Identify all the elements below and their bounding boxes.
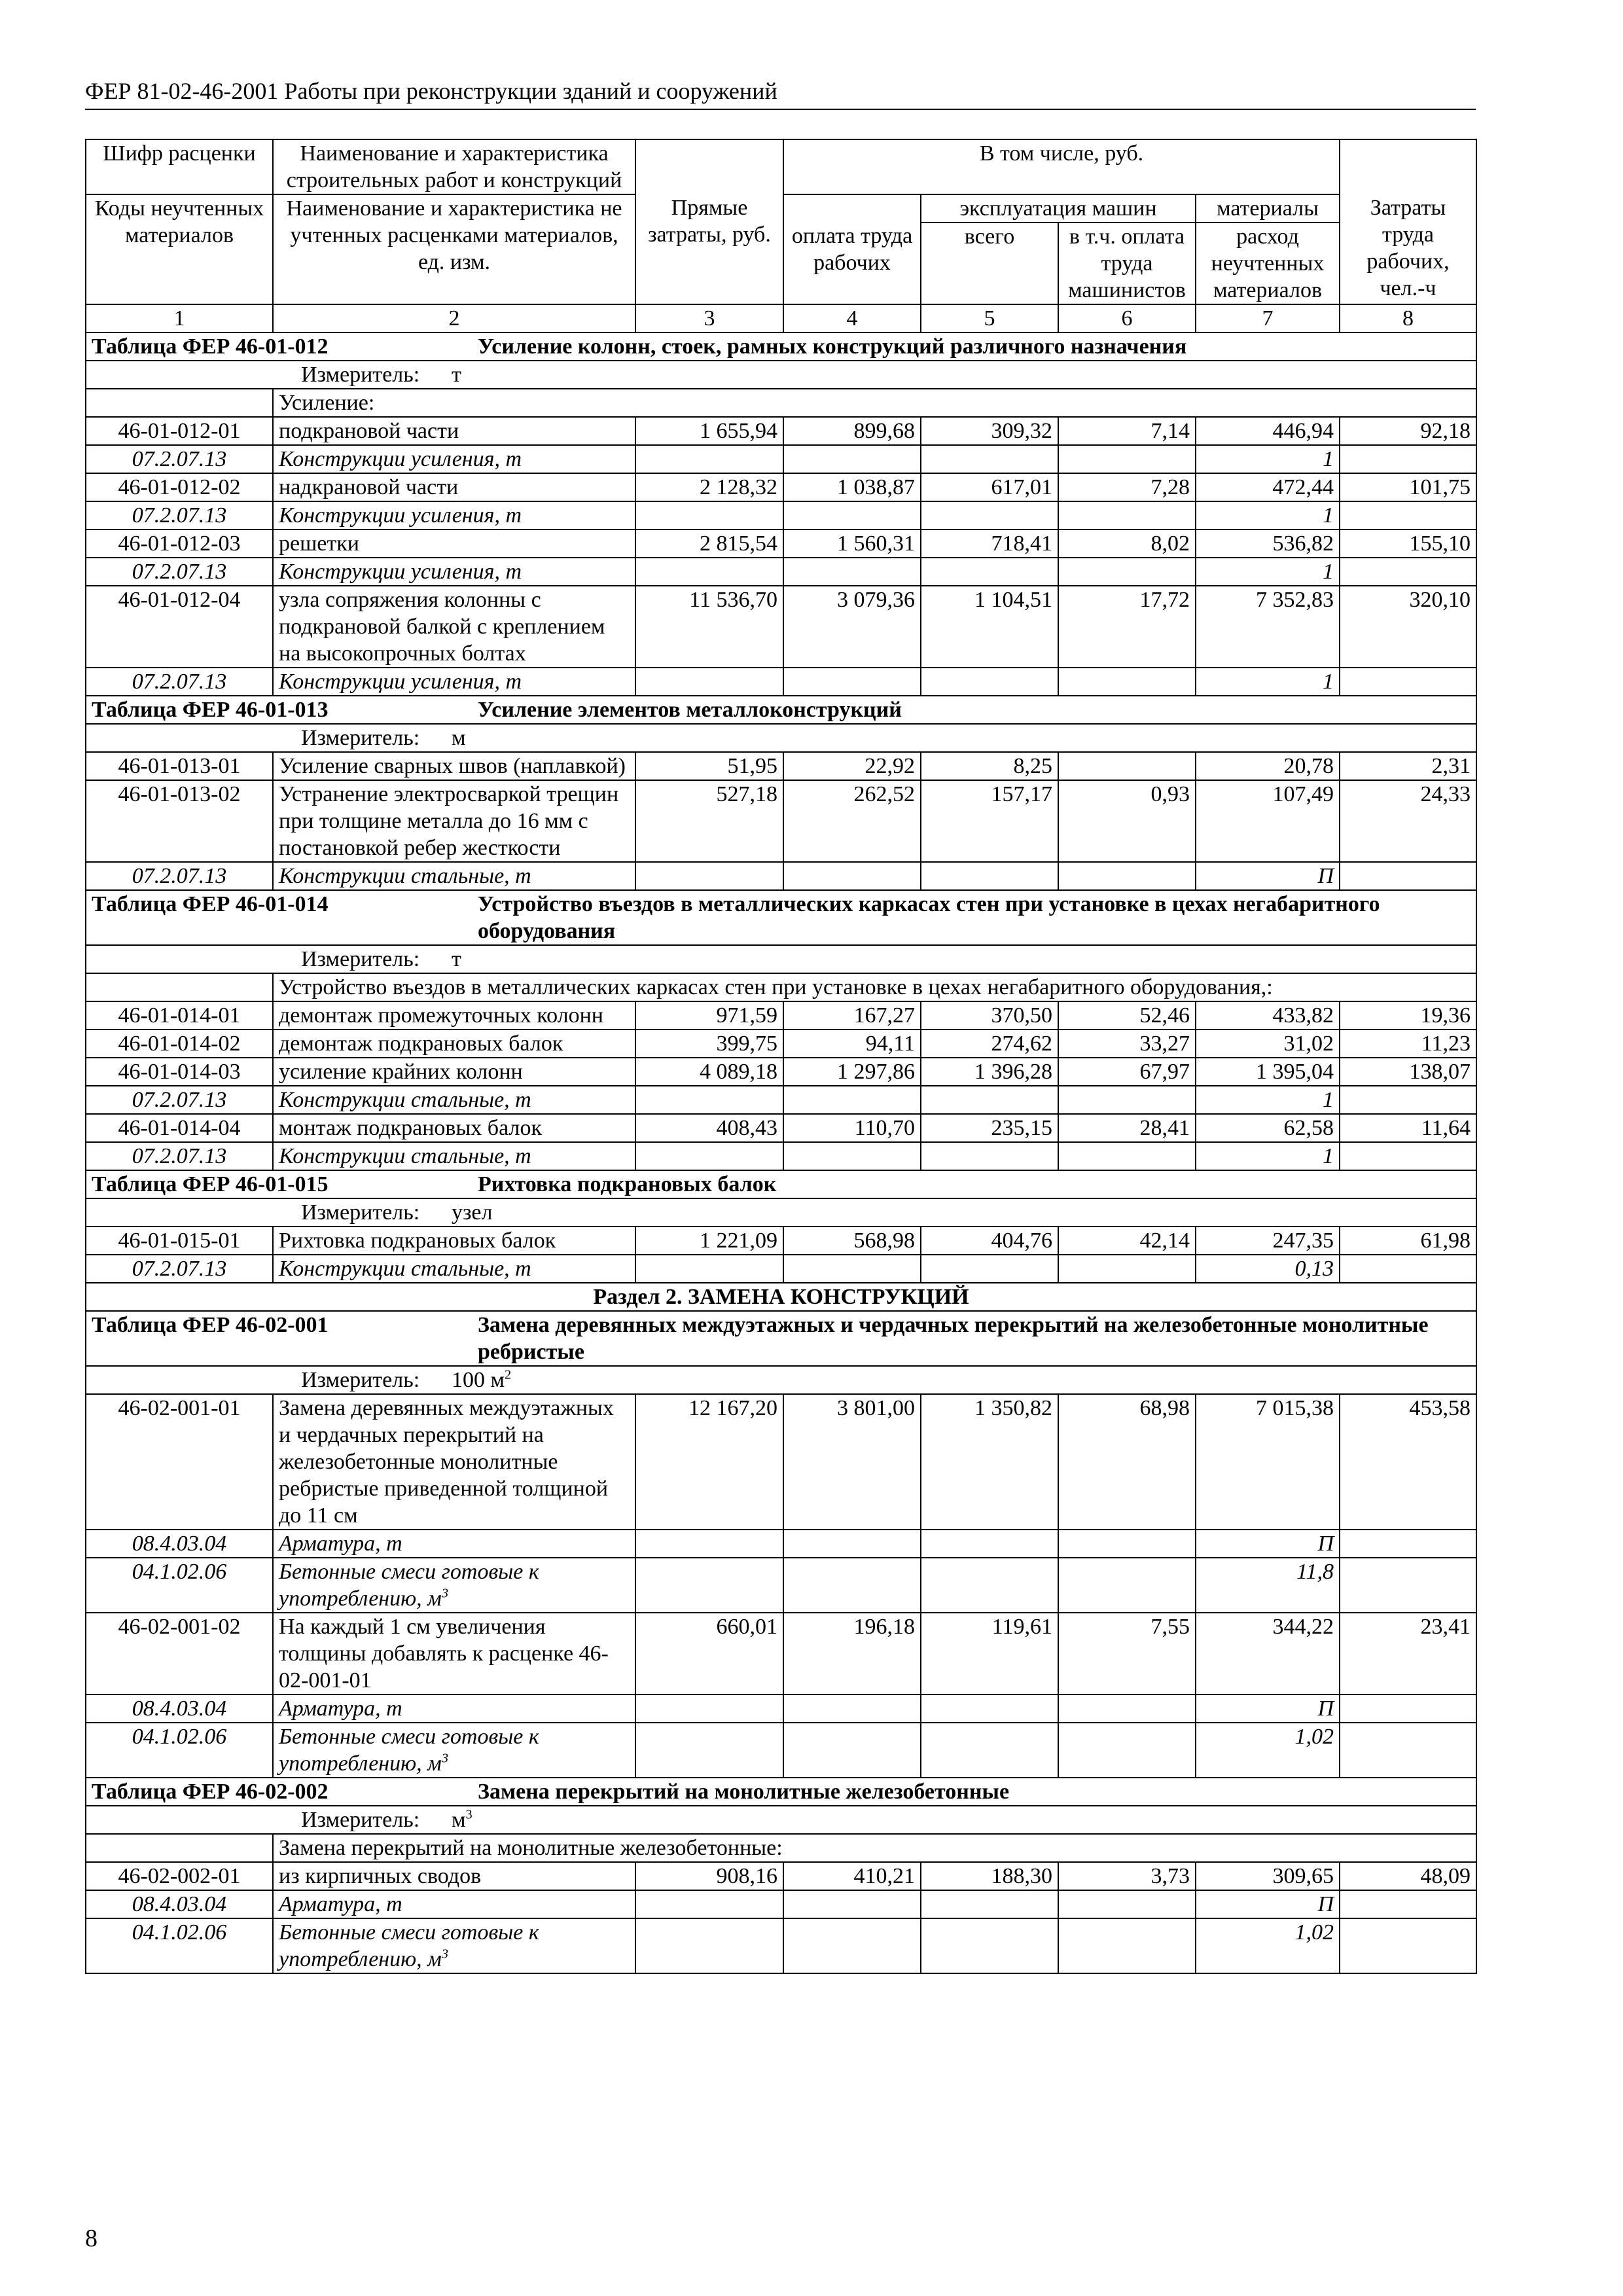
material-row: [86, 1530, 1476, 1558]
group-title: Устройство въездов в металлических каркасах стен при установке в цехах негабаритного оборудования,:: [273, 973, 1476, 1001]
col-wage-header-top: [783, 194, 921, 223]
wage: 196,18: [783, 1613, 921, 1695]
direct-cost: 2 128,32: [635, 473, 783, 501]
material-name: Конструкции стальные, т: [273, 1142, 635, 1170]
material-name: Конструкции усиления, т: [273, 558, 635, 586]
machines-total: 157,17: [921, 780, 1058, 862]
measure-unit: узел: [452, 1200, 493, 1225]
labor: 155,10: [1340, 529, 1476, 558]
machines-total: 1 350,82: [921, 1394, 1058, 1530]
rate-name: узла сопряжения колонны с подкрановой балкой с креплением на высокопрочных болтах: [273, 586, 635, 668]
machinists-wage: 67,97: [1058, 1058, 1196, 1086]
table-row: [86, 752, 1476, 780]
material-code: 08.4.03.04: [86, 1890, 273, 1918]
direct-cost: 51,95: [635, 752, 783, 780]
col-number: 1: [86, 304, 273, 332]
group-row: [86, 1834, 1476, 1862]
col-direct-cost-header-top: [635, 139, 783, 194]
materials: 247,35: [1196, 1227, 1340, 1255]
wage: 94,11: [783, 1030, 921, 1058]
rate-code: 46-01-012-04: [86, 586, 273, 668]
group-title: Усиление:: [273, 389, 1476, 417]
col-materials-header: материалы: [1196, 194, 1340, 223]
machinists-wage: 17,72: [1058, 586, 1196, 668]
labor: 11,64: [1340, 1114, 1476, 1142]
materials: 107,49: [1196, 780, 1340, 862]
direct-cost: 660,01: [635, 1613, 783, 1695]
col-number: 3: [635, 304, 783, 332]
material-row: [86, 668, 1476, 696]
col-code-header: Шифр расценки: [86, 139, 273, 194]
table-row: [86, 1613, 1476, 1695]
material-name: Бетонные смеси готовые к употреблению, м: [279, 1920, 539, 1971]
material-name: Арматура, т: [273, 1695, 635, 1723]
table-row: [86, 473, 1476, 501]
rate-code: 46-01-014-02: [86, 1030, 273, 1058]
direct-cost: 908,16: [635, 1862, 783, 1890]
material-consumption: П: [1196, 1695, 1340, 1723]
direct-cost: 399,75: [635, 1030, 783, 1058]
col-including-header: В том числе, руб.: [783, 139, 1340, 194]
unit-power: 3: [441, 1586, 449, 1601]
rate-name: подкрановой части: [273, 417, 635, 445]
material-row: [86, 1142, 1476, 1170]
wage: 410,21: [783, 1862, 921, 1890]
material-name: Конструкции стальные, т: [273, 862, 635, 890]
measure-row: [86, 724, 1476, 752]
labor: 453,58: [1340, 1394, 1476, 1530]
rate-code: 46-01-012-02: [86, 473, 273, 501]
measure-row: [86, 1806, 1476, 1834]
table-title-row: [86, 332, 1476, 361]
measure-unit: м: [452, 1808, 466, 1832]
table-number: Таблица ФЕР 46-01-013: [92, 698, 329, 722]
col-number: 5: [921, 304, 1058, 332]
rate-name: демонтаж промежуточных колонн: [273, 1001, 635, 1030]
table-row: [86, 586, 1476, 668]
rate-code: 46-01-013-01: [86, 752, 273, 780]
table-row: [86, 780, 1476, 862]
material-name: Конструкции усиления, т: [273, 668, 635, 696]
document-header: ФЕР 81-02-46-2001 Работы при реконструкции зданий и сооружений: [85, 77, 1476, 110]
measure-label: Измеритель:: [301, 1200, 420, 1225]
material-code: 08.4.03.04: [86, 1530, 273, 1558]
col-direct-cost-header: Прямые затраты, руб.: [635, 194, 783, 304]
rate-code: 46-02-002-01: [86, 1862, 273, 1890]
direct-cost: 1 655,94: [635, 417, 783, 445]
machinists-wage: 68,98: [1058, 1394, 1196, 1530]
col-machines-total-header: всего: [921, 223, 1058, 304]
labor: 23,41: [1340, 1613, 1476, 1695]
table-number: Таблица ФЕР 46-01-015: [92, 1172, 329, 1196]
wage: 167,27: [783, 1001, 921, 1030]
col-labor-header-top: [1340, 139, 1476, 194]
table-row: [86, 529, 1476, 558]
table-number: Таблица ФЕР 46-02-001: [92, 1313, 329, 1337]
col-machinists-header: в т.ч. оплата труда машинистов: [1058, 223, 1196, 304]
material-name: Конструкции стальные, т: [273, 1086, 635, 1114]
measure-unit-power: 2: [505, 1367, 512, 1382]
machines-total: 274,62: [921, 1030, 1058, 1058]
group-title: Замена перекрытий на монолитные железобетонные:: [273, 1834, 1476, 1862]
measure-unit: 100 м: [452, 1368, 505, 1392]
material-row: [86, 862, 1476, 890]
column-numbers-row: [86, 304, 1476, 332]
machines-total: 188,30: [921, 1862, 1058, 1890]
rate-name: Устранение электросваркой трещин при толщине металла до 16 мм с постановкой ребер жесткости: [273, 780, 635, 862]
material-row: [86, 501, 1476, 529]
measure-label: Измеритель:: [301, 363, 420, 387]
rate-name: монтаж подкрановых балок: [273, 1114, 635, 1142]
rate-code: 46-01-012-03: [86, 529, 273, 558]
material-consumption: П: [1196, 1530, 1340, 1558]
material-code: 07.2.07.13: [86, 445, 273, 473]
direct-cost: 11 536,70: [635, 586, 783, 668]
machinists-wage: 7,14: [1058, 417, 1196, 445]
machinists-wage: 42,14: [1058, 1227, 1196, 1255]
col-name-header: Наименование и характеристика строительных работ и конструкций: [273, 139, 635, 194]
rate-code: 46-01-014-04: [86, 1114, 273, 1142]
measure-unit: м: [452, 726, 466, 750]
header-row-2: [86, 194, 1476, 223]
table-row: [86, 1030, 1476, 1058]
material-code: 07.2.07.13: [86, 1142, 273, 1170]
col-number: 4: [783, 304, 921, 332]
rate-name: надкрановой части: [273, 473, 635, 501]
materials: 7 015,38: [1196, 1394, 1340, 1530]
material-row: [86, 558, 1476, 586]
direct-cost: 971,59: [635, 1001, 783, 1030]
material-consumption: 1,02: [1196, 1918, 1340, 1973]
measure-unit-power: 3: [465, 1807, 473, 1822]
machines-total: 370,50: [921, 1001, 1058, 1030]
material-consumption: 0,13: [1196, 1255, 1340, 1283]
machinists-wage: 52,46: [1058, 1001, 1196, 1030]
rate-code: 46-02-001-01: [86, 1394, 273, 1530]
measure-label: Измеритель:: [301, 947, 420, 971]
measure-unit: т: [452, 947, 461, 971]
machines-total: 404,76: [921, 1227, 1058, 1255]
machines-total: 617,01: [921, 473, 1058, 501]
direct-cost: 12 167,20: [635, 1394, 783, 1530]
col-material-codes-header: Коды неучтенных материалов: [86, 194, 273, 304]
table-title-row: [86, 1311, 1476, 1366]
material-consumption: 1,02: [1196, 1723, 1340, 1778]
material-name: Конструкции усиления, т: [273, 501, 635, 529]
material-code: 07.2.07.13: [86, 501, 273, 529]
machinists-wage: 3,73: [1058, 1862, 1196, 1890]
material-name: Конструкции стальные, т: [273, 1255, 635, 1283]
machines-total: 718,41: [921, 529, 1058, 558]
table-title: Замена деревянных междуэтажных и чердачных перекрытий на железобетонные монолитные ребристые: [478, 1313, 1429, 1364]
col-number: 8: [1340, 304, 1476, 332]
material-row: [86, 1918, 1476, 1973]
machines-total: 235,15: [921, 1114, 1058, 1142]
material-row: [86, 1695, 1476, 1723]
col-material-consumption-header: расход неучтенных материалов: [1196, 223, 1340, 304]
table-row: [86, 1394, 1476, 1530]
material-code: 04.1.02.06: [86, 1723, 273, 1778]
material-consumption: 1: [1196, 668, 1340, 696]
materials: 20,78: [1196, 752, 1340, 780]
col-material-names-header: Наименование и характеристика не учтенных расценками материалов, ед. изм.: [273, 194, 635, 304]
machinists-wage: 7,55: [1058, 1613, 1196, 1695]
measure-unit: т: [452, 363, 461, 387]
material-code: 07.2.07.13: [86, 1255, 273, 1283]
wage: 262,52: [783, 780, 921, 862]
material-code: 08.4.03.04: [86, 1695, 273, 1723]
materials: 446,94: [1196, 417, 1340, 445]
direct-cost: 4 089,18: [635, 1058, 783, 1086]
section-title-row: [86, 1283, 1476, 1311]
unit-power: 3: [441, 1946, 449, 1962]
machines-total: 119,61: [921, 1613, 1058, 1695]
material-name: Арматура, т: [273, 1890, 635, 1918]
material-consumption: П: [1196, 1890, 1340, 1918]
material-name: Конструкции усиления, т: [273, 445, 635, 473]
labor: 24,33: [1340, 780, 1476, 862]
col-number: 6: [1058, 304, 1196, 332]
labor: 61,98: [1340, 1227, 1476, 1255]
measure-row: [86, 1366, 1476, 1394]
wage: 22,92: [783, 752, 921, 780]
col-wage-header: оплата труда рабочих: [783, 223, 921, 304]
section-title: Раздел 2. ЗАМЕНА КОНСТРУКЦИЙ: [86, 1283, 1476, 1311]
machinists-wage: 7,28: [1058, 473, 1196, 501]
direct-cost: 2 815,54: [635, 529, 783, 558]
machines-total: 1 396,28: [921, 1058, 1058, 1086]
material-row: [86, 1086, 1476, 1114]
materials: 536,82: [1196, 529, 1340, 558]
rate-code: 46-01-012-01: [86, 417, 273, 445]
table-row: [86, 417, 1476, 445]
col-number: 2: [273, 304, 635, 332]
wage: 899,68: [783, 417, 921, 445]
rate-name: из кирпичных сводов: [273, 1862, 635, 1890]
material-consumption: 1: [1196, 445, 1340, 473]
table-title-row: [86, 1170, 1476, 1198]
rate-name: демонтаж подкрановых балок: [273, 1030, 635, 1058]
measure-row: [86, 361, 1476, 389]
material-consumption: 1: [1196, 501, 1340, 529]
table-title-row: [86, 696, 1476, 724]
rate-code: 46-01-014-01: [86, 1001, 273, 1030]
labor: 138,07: [1340, 1058, 1476, 1086]
measure-label: Измеритель:: [301, 726, 420, 750]
table-number: Таблица ФЕР 46-02-002: [92, 1780, 329, 1804]
material-row: [86, 445, 1476, 473]
measure-label: Измеритель:: [301, 1368, 420, 1392]
col-labor-header: Затраты труда рабочих, чел.-ч: [1340, 194, 1476, 304]
rate-name: Замена деревянных междуэтажных и чердачных перекрытий на железобетонные монолитные ребристые приведенной толщиной до 11 см: [273, 1394, 635, 1530]
group-row: [86, 973, 1476, 1001]
wage: 568,98: [783, 1227, 921, 1255]
wage: 1 297,86: [783, 1058, 921, 1086]
labor: 48,09: [1340, 1862, 1476, 1890]
material-name: Арматура, т: [273, 1530, 635, 1558]
machines-total: 8,25: [921, 752, 1058, 780]
machinists-wage: 28,41: [1058, 1114, 1196, 1142]
direct-cost: 408,43: [635, 1114, 783, 1142]
machinists-wage: 33,27: [1058, 1030, 1196, 1058]
wage: 3 801,00: [783, 1394, 921, 1530]
col-number: 7: [1196, 304, 1340, 332]
unit-power: 3: [441, 1751, 449, 1766]
materials: 309,65: [1196, 1862, 1340, 1890]
materials: 344,22: [1196, 1613, 1340, 1695]
labor: 320,10: [1340, 586, 1476, 668]
machinists-wage: 0,93: [1058, 780, 1196, 862]
rate-name: На каждый 1 см увеличения толщины добавлять к расценке 46-02-001-01: [273, 1613, 635, 1695]
table-title: Устройство въездов в металлических каркасах стен при установке в цехах негабаритного оборудования: [478, 892, 1380, 943]
material-code: 07.2.07.13: [86, 668, 273, 696]
labor: 101,75: [1340, 473, 1476, 501]
material-name: Бетонные смеси готовые к употреблению, м: [279, 1560, 539, 1611]
table-row: [86, 1001, 1476, 1030]
wage: 110,70: [783, 1114, 921, 1142]
materials: 1 395,04: [1196, 1058, 1340, 1086]
wage: 1 038,87: [783, 473, 921, 501]
rate-code: 46-01-013-02: [86, 780, 273, 862]
material-consumption: 11,8: [1196, 1558, 1340, 1613]
labor: 2,31: [1340, 752, 1476, 780]
labor: 11,23: [1340, 1030, 1476, 1058]
material-consumption: 1: [1196, 558, 1340, 586]
material-row: [86, 1890, 1476, 1918]
price-table: [85, 139, 1477, 1974]
table-row: [86, 1114, 1476, 1142]
material-consumption: 1: [1196, 1086, 1340, 1114]
group-row: [86, 389, 1476, 417]
measure-label: Измеритель:: [301, 1808, 420, 1832]
machinists-wage: [1058, 752, 1196, 780]
material-consumption: П: [1196, 862, 1340, 890]
rate-code: 46-02-001-02: [86, 1613, 273, 1695]
material-code: 04.1.02.06: [86, 1558, 273, 1613]
material-row: [86, 1558, 1476, 1613]
rate-name: решетки: [273, 529, 635, 558]
table-row: [86, 1058, 1476, 1086]
labor: 92,18: [1340, 417, 1476, 445]
rate-code: 46-01-015-01: [86, 1227, 273, 1255]
machinists-wage: 8,02: [1058, 529, 1196, 558]
material-code: 07.2.07.13: [86, 558, 273, 586]
materials: 472,44: [1196, 473, 1340, 501]
material-code: 04.1.02.06: [86, 1918, 273, 1973]
rate-name: усиление крайних колонн: [273, 1058, 635, 1086]
page-number: 8: [85, 2225, 98, 2252]
col-machines-header: эксплуатация машин: [921, 194, 1196, 223]
measure-row: [86, 945, 1476, 973]
materials: 7 352,83: [1196, 586, 1340, 668]
wage: 1 560,31: [783, 529, 921, 558]
table-row: [86, 1862, 1476, 1890]
material-name: Бетонные смеси готовые к употреблению, м: [279, 1725, 539, 1776]
table-title: Усиление колонн, стоек, рамных конструкций различного назначения: [478, 334, 1187, 359]
material-row: [86, 1723, 1476, 1778]
table-number: Таблица ФЕР 46-01-012: [92, 334, 329, 359]
machines-total: 309,32: [921, 417, 1058, 445]
table-title: Замена перекрытий на монолитные железобетонные: [478, 1780, 1010, 1804]
table-title: Рихтовка подкрановых балок: [478, 1172, 777, 1196]
direct-cost: 1 221,09: [635, 1227, 783, 1255]
rate-name: Усиление сварных швов (наплавкой): [273, 752, 635, 780]
materials: 433,82: [1196, 1001, 1340, 1030]
table-number: Таблица ФЕР 46-01-014: [92, 892, 329, 916]
measure-row: [86, 1198, 1476, 1227]
rate-name: Рихтовка подкрановых балок: [273, 1227, 635, 1255]
material-consumption: 1: [1196, 1142, 1340, 1170]
materials: 31,02: [1196, 1030, 1340, 1058]
table-title-row: [86, 890, 1476, 945]
table-title-row: [86, 1778, 1476, 1806]
table-title: Усиление элементов металлоконструкций: [478, 698, 902, 722]
material-code: 07.2.07.13: [86, 1086, 273, 1114]
header-row-1: [86, 139, 1476, 194]
materials: 62,58: [1196, 1114, 1340, 1142]
material-code: 07.2.07.13: [86, 862, 273, 890]
machines-total: 1 104,51: [921, 586, 1058, 668]
wage: 3 079,36: [783, 586, 921, 668]
material-row: [86, 1255, 1476, 1283]
rate-code: 46-01-014-03: [86, 1058, 273, 1086]
direct-cost: 527,18: [635, 780, 783, 862]
labor: 19,36: [1340, 1001, 1476, 1030]
table-row: [86, 1227, 1476, 1255]
